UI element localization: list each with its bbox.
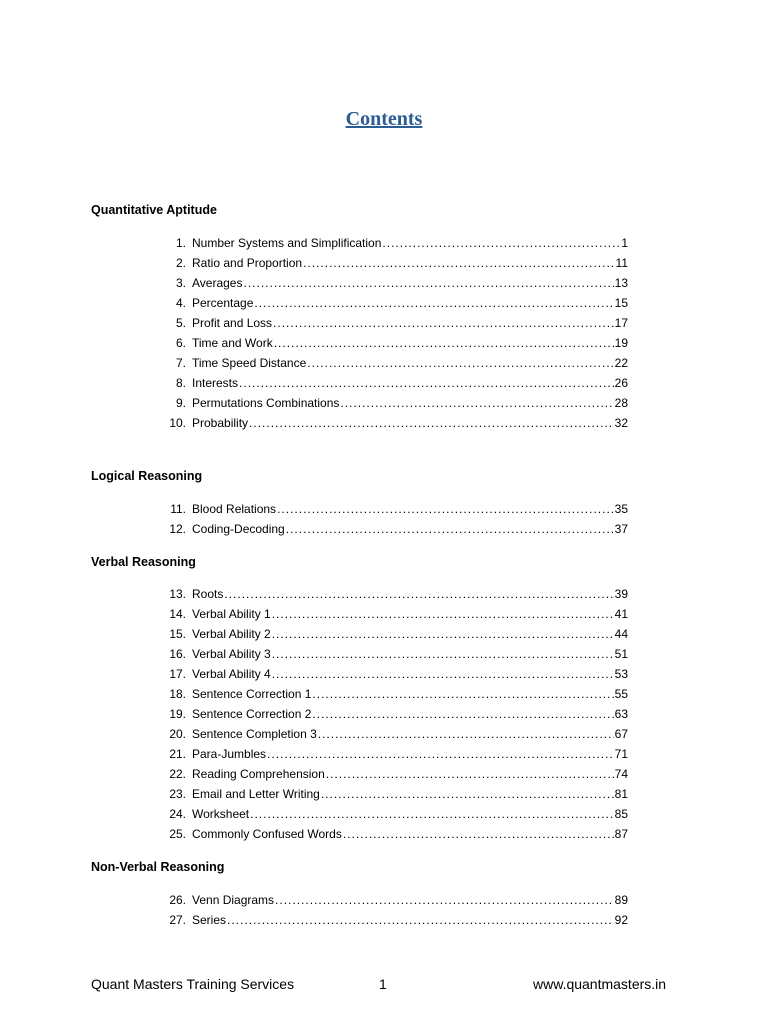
toc-entry-number: 5. (175, 316, 186, 330)
dot-leader (272, 644, 614, 664)
toc-entry-page: 67 (614, 727, 628, 741)
toc-entry-title: Reading Comprehension (192, 767, 325, 781)
dot-leader (239, 373, 614, 393)
toc-entry[interactable] (158, 393, 628, 413)
dot-leader (272, 624, 614, 644)
footer-company: Quant Masters Training Services (91, 976, 295, 992)
toc-entry-title: Permutations Combinations (192, 396, 340, 410)
toc-entry[interactable] (158, 313, 628, 333)
toc-entry-title: Worksheet (192, 807, 250, 821)
dot-leader (326, 764, 614, 784)
toc-list-logical-reasoning (158, 499, 628, 539)
toc-entry-title: Verbal Ability 2 (192, 627, 271, 641)
toc-entry-title: Time and Work (192, 336, 273, 350)
toc-entry[interactable] (158, 910, 628, 930)
page-title: Contents (345, 108, 423, 130)
toc-entry-page: 53 (614, 667, 628, 681)
toc-entry-title: Interests (192, 376, 239, 390)
toc-entry-page: 13 (614, 276, 628, 290)
toc-entry-title: Sentence Correction 1 (192, 687, 312, 701)
toc-entry-title: Ratio and Proportion (192, 256, 303, 270)
dot-leader (382, 233, 620, 253)
toc-entry[interactable] (158, 644, 628, 664)
toc-entry-number: 12. (169, 522, 186, 536)
toc-entry-title: Verbal Ability 1 (192, 607, 271, 621)
toc-entry-number: 13. (169, 587, 186, 601)
toc-entry-page: 89 (614, 893, 628, 907)
toc-entry[interactable] (158, 604, 628, 624)
dot-leader (272, 664, 614, 684)
toc-entry-title: Time Speed Distance (192, 356, 307, 370)
toc-entry-number: 26. (169, 893, 186, 907)
toc-entry[interactable] (158, 824, 628, 844)
dot-leader (224, 584, 613, 604)
toc-entry-page: 19 (614, 336, 628, 350)
toc-entry-number: 3. (175, 276, 186, 290)
toc-entry[interactable] (158, 804, 628, 824)
section-heading-logical-reasoning: Logical Reasoning (91, 469, 203, 483)
toc-list-verbal-reasoning (158, 584, 628, 844)
toc-entry-page: 22 (614, 356, 628, 370)
dot-leader (340, 393, 613, 413)
toc-entry-title: Probability (192, 416, 249, 430)
toc-entry-title: Coding-Decoding (192, 522, 285, 536)
section-heading-verbal-reasoning: Verbal Reasoning (91, 555, 196, 569)
toc-entry-title: Sentence Correction 2 (192, 707, 312, 721)
dot-leader (243, 273, 613, 293)
toc-entry[interactable] (158, 784, 628, 804)
dot-leader (312, 704, 613, 724)
toc-entry-number: 4. (175, 296, 186, 310)
toc-entry-title: Roots (192, 587, 224, 601)
toc-entry-page: 11 (615, 256, 628, 270)
toc-entry[interactable] (158, 413, 628, 433)
toc-entry-page: 32 (614, 416, 628, 430)
dot-leader (249, 413, 614, 433)
toc-entry[interactable] (158, 890, 628, 910)
toc-entry[interactable] (158, 273, 628, 293)
toc-entry-page: 37 (614, 522, 628, 536)
footer-page-number: 1 (379, 976, 387, 992)
toc-entry-page: 44 (614, 627, 628, 641)
section-heading-quantitative-aptitude: Quantitative Aptitude (91, 203, 217, 217)
dot-leader (318, 724, 614, 744)
toc-entry-number: 8. (175, 376, 186, 390)
toc-entry-number: 22. (169, 767, 186, 781)
toc-entry-number: 15. (169, 627, 186, 641)
toc-entry-page: 81 (614, 787, 628, 801)
toc-entry[interactable] (158, 584, 628, 604)
toc-entry-number: 23. (169, 787, 186, 801)
toc-entry[interactable] (158, 624, 628, 644)
toc-entry-title: Sentence Completion 3 (192, 727, 317, 741)
toc-entry-number: 6. (175, 336, 186, 350)
toc-entry-number: 11. (170, 502, 186, 516)
dot-leader (277, 499, 614, 519)
dot-leader (227, 910, 614, 930)
toc-entry-title: Venn Diagrams (192, 893, 275, 907)
dot-leader (343, 824, 614, 844)
toc-entry-page: 35 (614, 502, 628, 516)
toc-entry-number: 10. (169, 416, 186, 430)
toc-entry-title: Verbal Ability 4 (192, 667, 271, 681)
toc-entry[interactable] (158, 744, 628, 764)
toc-entry-page: 17 (614, 316, 628, 330)
toc-entry[interactable] (158, 704, 628, 724)
toc-entry[interactable] (158, 764, 628, 784)
toc-entry-page: 74 (614, 767, 628, 781)
toc-entry-page: 28 (614, 396, 628, 410)
toc-entry-title: Commonly Confused Words (192, 827, 342, 841)
toc-entry-page: 85 (614, 807, 628, 821)
toc-entry-number: 18. (169, 687, 186, 701)
toc-entry-number: 20. (169, 727, 186, 741)
toc-entry[interactable] (158, 333, 628, 353)
toc-entry-number: 19. (169, 707, 186, 721)
toc-entry-title: Number Systems and Simplification (192, 236, 382, 250)
toc-entry-page: 15 (614, 296, 628, 310)
toc-entry-number: 25. (169, 827, 186, 841)
dot-leader (272, 604, 614, 624)
toc-entry-title: Para-Jumbles (192, 747, 267, 761)
dot-leader (312, 684, 613, 704)
toc-entry-number: 16. (169, 647, 186, 661)
toc-entry[interactable] (158, 233, 628, 253)
toc-entry[interactable] (158, 373, 628, 393)
toc-entry-page: 41 (614, 607, 628, 621)
dot-leader (275, 890, 614, 910)
toc-entry[interactable] (158, 724, 628, 744)
toc-entry-page: 92 (614, 913, 628, 927)
toc-entry-page: 71 (614, 747, 628, 761)
dot-leader (254, 293, 613, 313)
toc-entry-number: 7. (175, 356, 186, 370)
toc-entry-title: Email and Letter Writing (192, 787, 320, 801)
toc-entry[interactable] (158, 684, 628, 704)
toc-entry-title: Profit and Loss (192, 316, 273, 330)
dot-leader (307, 353, 613, 373)
toc-entry-title: Percentage (192, 296, 254, 310)
section-heading-non-verbal-reasoning: Non-Verbal Reasoning (91, 860, 225, 874)
toc-entry[interactable] (158, 519, 628, 539)
toc-entry-page: 51 (614, 647, 628, 661)
footer-website: www.quantmasters.in (533, 976, 667, 992)
toc-entry-number: 27. (169, 913, 186, 927)
dot-leader (274, 333, 614, 353)
toc-entry[interactable] (158, 353, 628, 373)
toc-entry-title: Verbal Ability 3 (192, 647, 271, 661)
toc-entry-page: 26 (614, 376, 628, 390)
toc-entry-page: 39 (614, 587, 628, 601)
toc-entry[interactable] (158, 253, 628, 273)
toc-entry-number: 17. (169, 667, 186, 681)
toc-entry[interactable] (158, 293, 628, 313)
toc-entry-page: 1 (621, 236, 628, 250)
toc-entry-title: Blood Relations (192, 502, 277, 516)
toc-entry[interactable] (158, 499, 628, 519)
toc-entry-number: 9. (175, 396, 186, 410)
toc-entry-page: 55 (614, 687, 628, 701)
dot-leader (303, 253, 614, 273)
toc-entry-number: 14. (169, 607, 186, 621)
toc-entry-page: 63 (614, 707, 628, 721)
dot-leader (286, 519, 614, 539)
toc-entry-title: Series (192, 913, 227, 927)
dot-leader (267, 744, 614, 764)
toc-entry-page: 87 (614, 827, 628, 841)
toc-entry-number: 1. (175, 236, 186, 250)
dot-leader (273, 313, 614, 333)
toc-entry-number: 24. (169, 807, 186, 821)
toc-entry-title: Averages (192, 276, 243, 290)
toc-entry-number: 21. (169, 747, 186, 761)
toc-entry[interactable] (158, 664, 628, 684)
toc-list-quantitative-aptitude (158, 233, 628, 433)
toc-entry-number: 2. (175, 256, 186, 270)
dot-leader (250, 804, 614, 824)
dot-leader (321, 784, 614, 804)
toc-list-non-verbal-reasoning (158, 890, 628, 930)
